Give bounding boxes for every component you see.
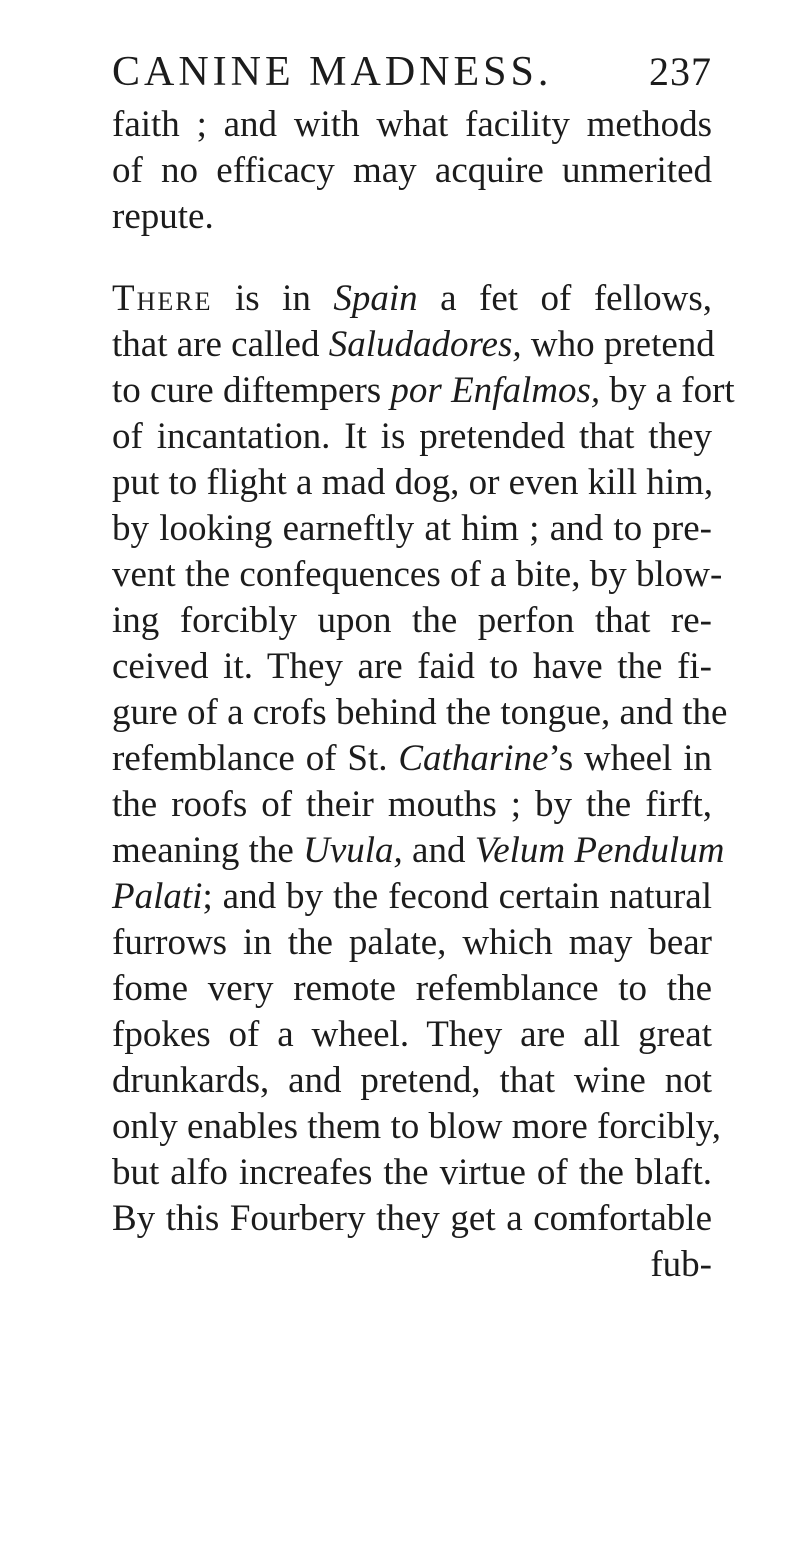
text-line <box>112 368 735 414</box>
text-line <box>112 322 715 368</box>
text-span: by a fort <box>600 370 735 411</box>
text-line: ceived it. They are faid to have the fi- <box>112 646 712 687</box>
catchword: fub- <box>650 1244 712 1285</box>
text-span: refemblance of St. <box>112 738 399 779</box>
italic-term: Spain <box>333 278 418 319</box>
text-span: ; and by the fecond certain natural <box>202 876 712 917</box>
page-header <box>112 42 712 102</box>
page-number: 237 <box>649 49 712 94</box>
text-line: of no efficacy may acquire unmerited <box>112 150 712 191</box>
text-line <box>112 276 712 322</box>
text-span: a fet of fellows, <box>417 278 712 319</box>
text-line: by looking earneftly at him ; and to pre- <box>112 508 712 549</box>
text-line: the roofs of their mouths ; by the firft, <box>112 784 712 825</box>
text-line: put to flight a mad dog, or even kill him, <box>112 462 714 503</box>
text-line: vent the confequences of a bite, by blow- <box>112 554 723 595</box>
italic-term: Uvula, <box>303 830 403 871</box>
text-span: ’s wheel in <box>548 738 712 779</box>
text-line: drunkards, and pretend, that wine not <box>112 1060 712 1101</box>
text-line <box>112 828 725 874</box>
text-line <box>112 736 712 782</box>
drop-word: There <box>112 278 213 319</box>
italic-term: Saludadores, <box>328 324 522 365</box>
italic-term: Velum Pendulum <box>474 830 725 871</box>
text-line: fome very remote refemblance to the <box>112 968 712 1009</box>
text-span: that are called <box>112 324 329 365</box>
text-span: meaning the <box>112 830 304 871</box>
text-line: By this Fourbery they get a comfortable <box>112 1198 712 1239</box>
text-span: who pretend <box>521 324 715 365</box>
italic-term: por Enfalmos, <box>390 370 601 411</box>
text-span: and <box>402 830 475 871</box>
text-line: only enables them to blow more forcibly, <box>112 1106 721 1147</box>
text-line <box>112 874 712 920</box>
text-span: to cure diftempers <box>112 370 391 411</box>
italic-term: Palati <box>112 876 203 917</box>
text-line: furrows in the palate, which may bear <box>112 922 712 963</box>
text-line: but alfo increafes the virtue of the blaft. <box>112 1152 712 1193</box>
italic-term: Catharine <box>398 738 549 779</box>
text-line: faith ; and with what facility methods <box>112 104 712 145</box>
running-title: CANINE MADNESS. <box>112 49 553 95</box>
text-span: is in <box>212 278 334 319</box>
text-line: ing forcibly upon the perfon that re- <box>112 600 712 641</box>
text-line: fpokes of a wheel. They are all great <box>112 1014 712 1055</box>
text-line: of incantation. It is pretended that they <box>112 416 712 457</box>
text-line: repute. <box>112 196 214 237</box>
text-line: gure of a crofs behind the tongue, and the <box>112 692 728 733</box>
